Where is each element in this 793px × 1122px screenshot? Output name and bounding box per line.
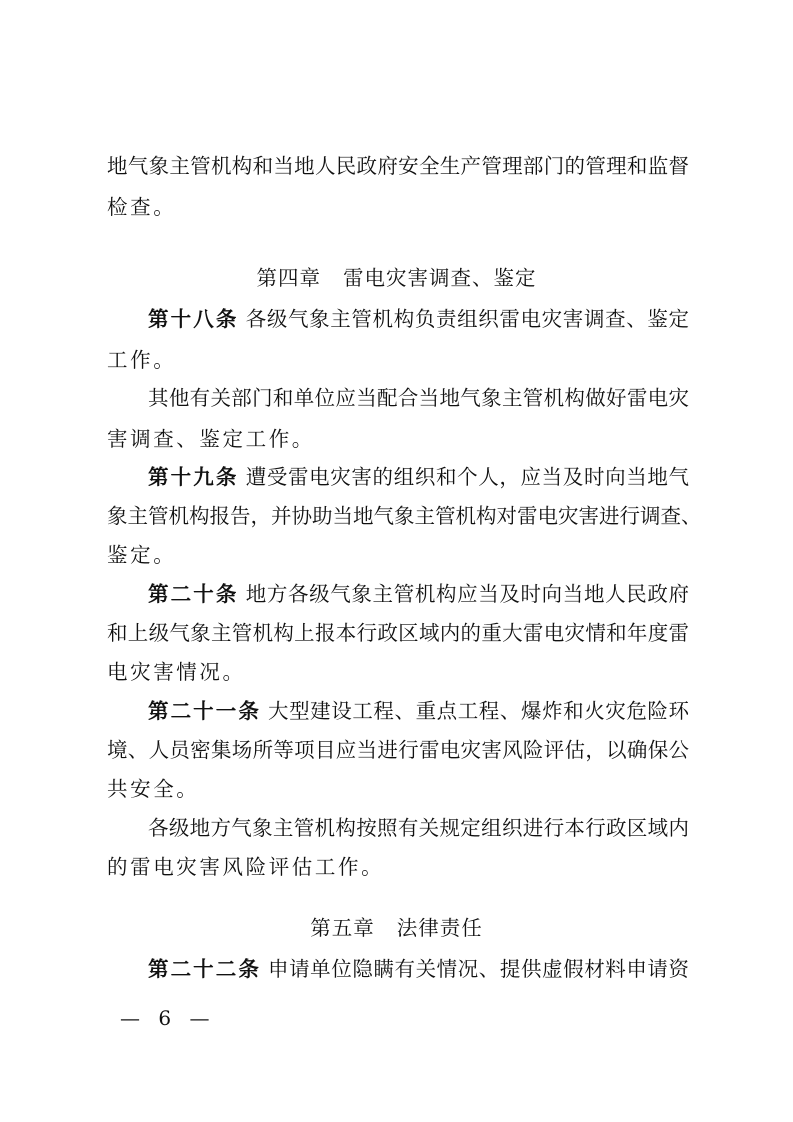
paragraph-line: 害调查、鉴定工作。: [107, 427, 315, 451]
chapter-heading: [0, 260, 793, 296]
chapter-title: 法律责任: [396, 916, 483, 940]
chapter-number: 第四章: [256, 266, 321, 290]
chapter-number: 第五章: [310, 916, 375, 940]
article-text: 遭受雷电灾害的组织和个人，应当及时向当地气: [245, 465, 689, 489]
article-number: 第二十条: [148, 582, 239, 606]
paragraph-line: 其他有关部门和单位应当配合当地气象主管机构做好雷电灾: [148, 386, 689, 410]
article-line: [148, 951, 689, 987]
paragraph-line: 象主管机构报告，并协助当地气象主管机构对雷电灾害进行调查、: [107, 504, 702, 528]
paragraph-line: 和上级气象主管机构上报本行政区域内的重大雷电灾情和年度雷: [107, 621, 689, 645]
paragraph-line: 地气象主管机构和当地人民政府安全生产管理部门的管理和监督: [107, 154, 689, 178]
article-number: 第十九条: [148, 465, 239, 489]
article-text: 大型建设工程、重点工程、爆炸和火灾危险环: [268, 699, 690, 723]
article-number: 第二十二条: [148, 957, 261, 981]
article-number: 第十八条: [148, 307, 239, 331]
chapter-heading: [0, 910, 793, 946]
article-line: [148, 576, 689, 612]
paragraph-line: 工作。: [107, 348, 177, 372]
paragraph-line: 共安全。: [107, 777, 200, 801]
paragraph-line: 鉴定。: [107, 543, 177, 567]
article-text: 地方各级气象主管机构应当及时向当地人民政府: [245, 582, 689, 606]
paragraph-line: 境、人员密集场所等项目应当进行雷电灾害风险评估，以确保公: [107, 738, 689, 762]
article-text: 各级气象主管机构负责组织雷电灾害调查、鉴定: [245, 307, 689, 331]
paragraph-line: 的雷电灾害风险评估工作。: [107, 855, 385, 879]
article-line: [148, 693, 689, 729]
article-line: [148, 459, 689, 495]
article-text: 申请单位隐瞒有关情况、提供虚假材料申请资: [268, 957, 690, 981]
chapter-title: 雷电灾害调查、鉴定: [343, 266, 537, 290]
paragraph-line: 各级地方气象主管机构按照有关规定组织进行本行政区域内: [148, 816, 689, 840]
paragraph-line: 检查。: [107, 195, 177, 219]
page-number: — 6 —: [120, 1006, 216, 1030]
paragraph-line: 电灾害情况。: [107, 660, 246, 684]
article-number: 第二十一条: [148, 699, 261, 723]
article-line: [148, 301, 689, 337]
